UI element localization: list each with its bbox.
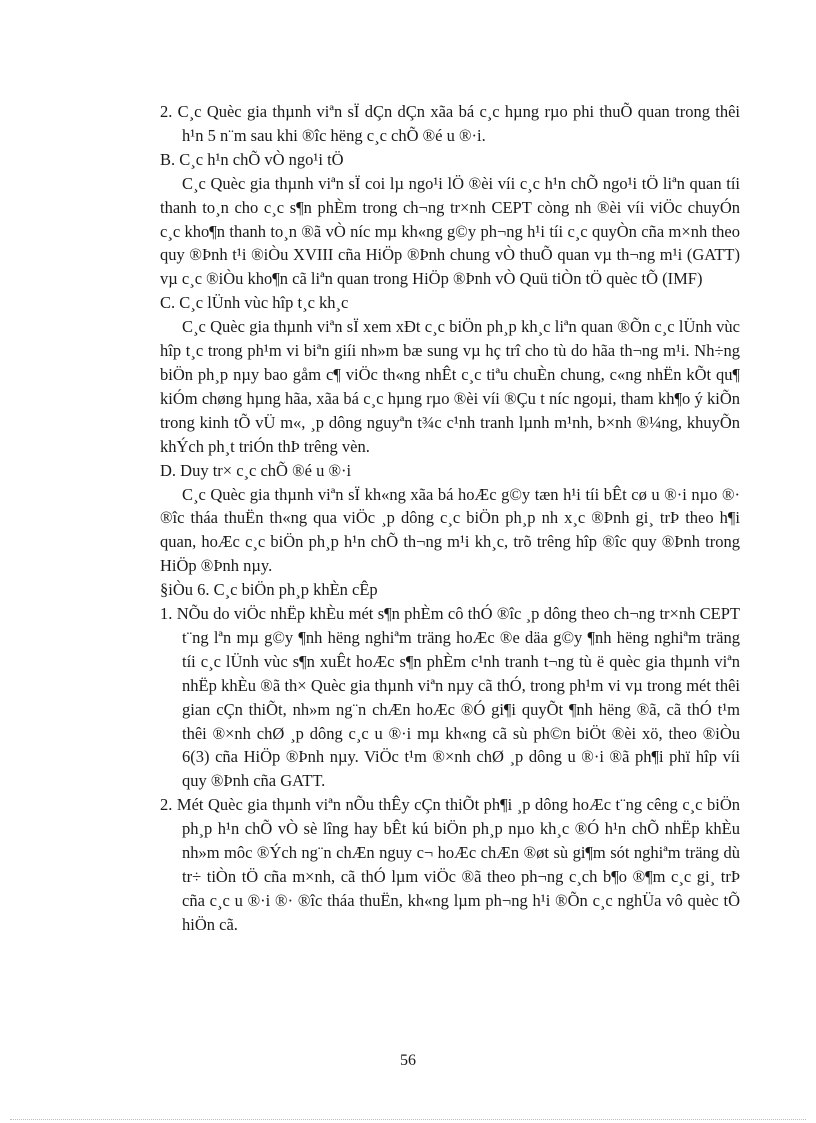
page-bottom-divider [10,1119,806,1120]
page-body [160,100,740,937]
section-heading: B. C¸c h¹n chÕ vÒ ngo¹i tÖ [160,149,344,169]
page-number: 56 [400,1052,416,1069]
numbered-paragraph: 2. C¸c Quèc gia thµnh viªn sÏ dÇn dÇn xãa bá c¸c hµng rµo phi thuÕ quan trong thêi h¹n 5 n¨m sau khi ®îc hëng c¸c chÕ ®é u ®·i. [160,102,740,145]
article-heading: §iÒu 6. C¸c biÖn ph¸p khÈn cÊp [160,580,378,600]
body-paragraph: C¸c Quèc gia thµnh viªn sÏ coi lµ ngo¹i lÖ ®èi víi c¸c h¹n chÕ ngo¹i tÖ liªn quan tíi thanh to¸n cho c¸c s¶n phÈm trong ch¬ng tr×nh CEPT còng nh ®èi víi viÖc chuyÓn c¸c kho¶n thanh to¸n ®ã vÒ níc mµ kh«ng g©y ph¬ng h¹i tíi c¸c quyÒn cña m×nh theo quy ®Þnh t¹i ®iÒu XVIII cña HiÖp ®Þnh chung vÒ thuÕ quan vµ th¬ng m¹i (GATT) vµ c¸c ®iÒu kho¶n cã liªn quan trong HiÖp ®Þnh vÒ Quü tiÒn tÖ quèc tÕ (IMF) [160,173,740,289]
body-paragraph: C¸c Quèc gia thµnh viªn sÏ kh«ng xãa bá hoÆc g©y tæn h¹i tíi bÊt cø u ®·i nµo ®· ®îc tháa thuËn th«ng qua viÖc ¸p dông c¸c biÖn ph¸p nh x¸c ®Þnh gi¸ trÞ theo h¶i quan, hoÆc c¸c biÖn ph¸p h¹n chÕ th¬ng m¹i kh¸c, trõ trêng hîp ®îc quy ®Þnh trong HiÖp ®Þnh nµy. [160,484,740,576]
numbered-paragraph: 1. NÕu do viÖc nhËp khÈu mét s¶n phÈm cô thÓ ®îc ¸p dông theo ch¬ng tr×nh CEPT t¨ng lªn mµ g©y ¶nh hëng nghiªm träng hoÆc ®e däa g©y ¶nh hëng nghiªm träng tíi c¸c lÜnh vùc s¶n xuÊt hoÆc s¶n phÈm c¹nh tranh t¬ng tù ë quèc gia thµnh viªn nhËp khÈu ®ã th× Quèc gia thµnh viªn nµy cã thÓ, trong ph¹m vi vµ trong mét thêi gian cÇn thiÕt, nh»m ng¨n chÆn hoÆc ®Ó gi¶i quyÕt ¶nh hëng ®ã, cã thÓ t¹m thêi ®×nh chØ ¸p dông c¸c u ®·i mµ kh«ng cã sù ph©n biÖt ®èi xö, theo ®iÒu 6(3) cña HiÖp ®Þnh nµy. ViÖc t¹m ®×nh chØ ¸p dông u ®·i ®ã ph¶i phï hîp víi quy ®Þnh cña GATT. [160,604,740,791]
numbered-paragraph: 2. Mét Quèc gia thµnh viªn nÕu thÊy cÇn thiÕt ph¶i ¸p dông hoÆc t¨ng cêng c¸c biÖn ph¸p h¹n chÕ vÒ sè lîng hay bÊt kú biÖn ph¸p nµo kh¸c ®Ó h¹n chÕ nhËp khÈu nh»m môc ®Ých ng¨n chÆn nguy c¬ hoÆc chÆn ®øt sù gi¶m sót nghiªm träng dù tr÷ tiÒn tÖ cña m×nh, cã thÓ lµm viÖc ®ã theo ph¬ng c¸ch b¶o ®¶m c¸c gi¸ trÞ cña c¸c u ®·i ®· ®îc tháa thuËn, kh«ng lµm ph¬ng h¹i ®Õn c¸c nghÜa vô quèc tÕ hiÖn cã. [160,795,740,934]
section-heading: D. Duy tr× c¸c chÕ ®é u ®·i [160,460,352,480]
section-heading: C. C¸c lÜnh vùc hîp t¸c kh¸c [160,293,349,313]
body-paragraph: C¸c Quèc gia thµnh viªn sÏ xem xÐt c¸c biÖn ph¸p kh¸c liªn quan ®Õn c¸c lÜnh vùc hîp t¸c trong ph¹m vi biªn giíi nh»m bæ sung vµ hç trî cho tù do hãa th¬ng m¹i. Nh÷ng biÖn ph¸p nµy bao gåm c¶ viÖc th«ng nhÊt c¸c tiªu chuÈn chung, c«ng nhËn kÕt qu¶ kiÓm chøng hµng hãa, xãa bá c¸c hµng rµo ®èi víi ®Çu t níc ngoµi, tham kh¶o ý kiÕn trong kinh tÕ vÜ m«, ¸p dông nguyªn t¾c c¹nh tranh lµnh m¹nh, b×nh ®¼ng, khuyÕn khÝch ph¸t triÓn thÞ trêng vèn. [160,317,740,456]
